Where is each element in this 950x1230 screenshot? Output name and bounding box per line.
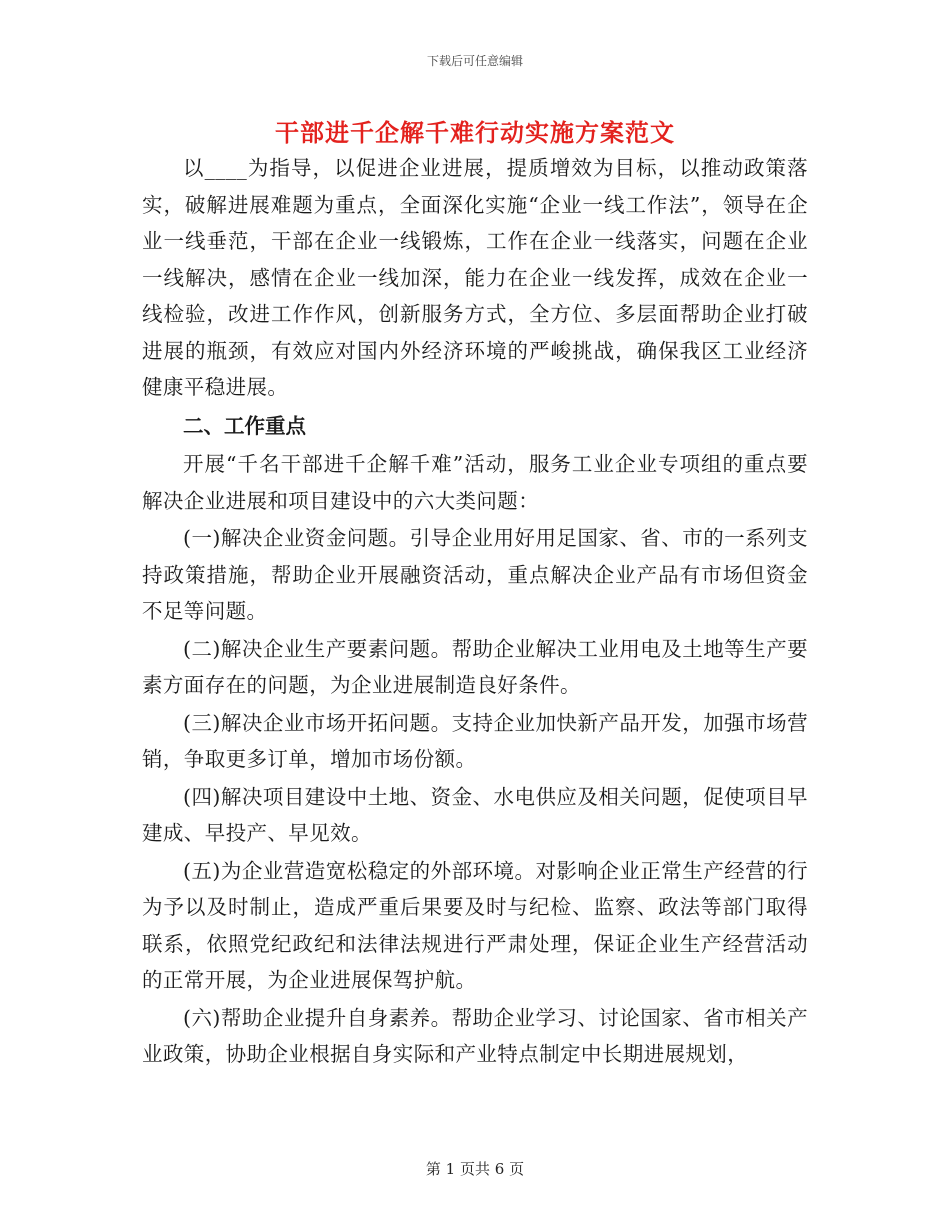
page-header-note: 下载后可任意编辑 <box>426 54 523 68</box>
item-5-paragraph: (五)为企业营造宽松稳定的外部环境。对影响企业正常生产经营的行为予以及时制止，造成严重后果要及时与纪检、监察、政法等部门取得联系，依照党纪政纪和法律法规进行严肃处理，保证企业生产经营活动的正常开展，为企业进展保驾护航。 <box>142 858 808 992</box>
document-body <box>142 150 808 1073</box>
section-intro-paragraph: 开展“千名干部进千企解千难”活动，服务工业企业专项组的重点要解决企业进展和项目建设中的六大类问题： <box>142 452 808 513</box>
item-4-paragraph: (四)解决项目建设中土地、资金、水电供应及相关问题，促使项目早建成、早投产、早见效。 <box>142 784 808 845</box>
document-title: 干部进千企解千难行动实施方案范文 <box>275 119 675 147</box>
item-1-paragraph: (一)解决企业资金问题。引导企业用好用足国家、省、市的一系列支持政策措施，帮助企业开展融资活动，重点解决企业产品有市场但资金不足等问题。 <box>142 526 808 623</box>
item-2-paragraph: (二)解决企业生产要素问题。帮助企业解决工业用电及土地等生产要素方面存在的问题，为企业进展制造良好条件。 <box>142 636 808 697</box>
item-6-paragraph: (六)帮助企业提升自身素养。帮助企业学习、讨论国家、省市相关产业政策，协助企业根据自身实际和产业特点制定中长期进展规划， <box>142 1005 808 1066</box>
item-3-paragraph: (三)解决企业市场开拓问题。支持企业加快新产品开发，加强市场营销，争取更多订单，增加市场份额。 <box>142 710 808 771</box>
section-heading-work-focus: 二、工作重点 <box>183 413 306 438</box>
intro-paragraph: 以____为指导，以促进企业进展，提质增效为目标，以推动政策落实，破解进展难题为重点，全面深化实施“企业一线工作法”，领导在企业一线垂范，干部在企业一线锻炼，工作在企业一线落实，问题在企业一线解决，感情在企业一线加深，能力在企业一线发挥，成效在企业一线检验，改进工作作风，创新服务方式，全方位、多层面帮助企业打破进展的瓶颈，有效应对国内外经济环境的严峻挑战，确保我区工业经济健康平稳进展。 <box>142 156 808 399</box>
page-indicator: 第 1 页共 6 页 <box>425 1160 525 1178</box>
